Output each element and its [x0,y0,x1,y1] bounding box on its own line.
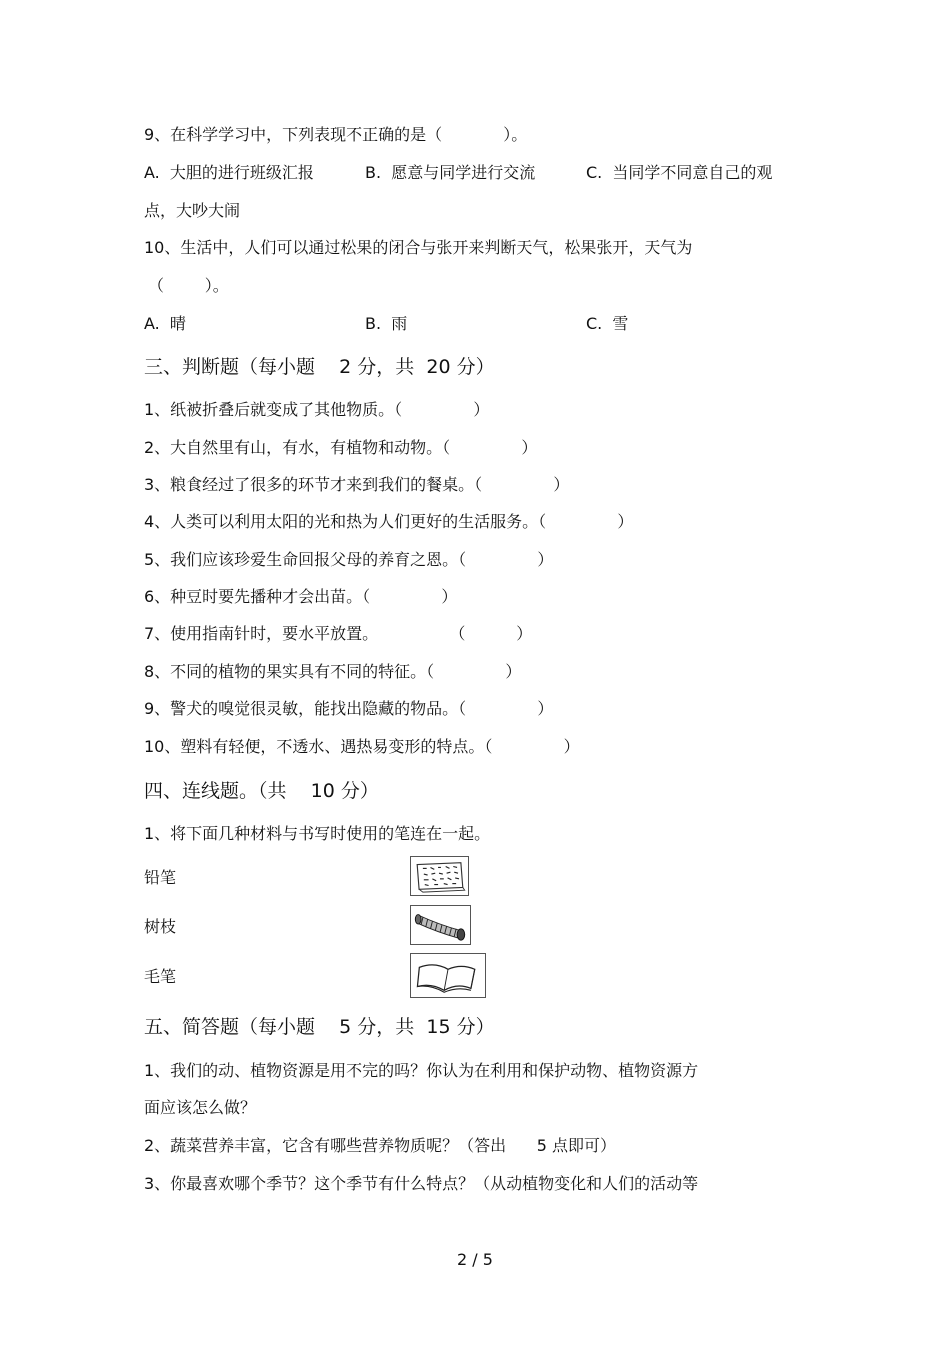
q9-option-a: A. 大胆的进行班级汇报 [144,163,314,182]
judge-item-5: 5、我们应该珍爱生命回报父母的养育之恩。（ ） [144,550,554,569]
page-number: 2 / 5 [457,1250,493,1269]
judge-item-2: 2、大自然里有山，有水，有植物和动物。（ ） [144,438,538,457]
judge-item-6: 6、种豆时要先播种才会出苗。（ ） [144,587,458,606]
short-answer-q3: 3、你最喜欢哪个季节？这个季节有什么特点？（从动植物变化和人们的活动等 [144,1174,699,1193]
label-pencil: 铅笔 [144,868,177,887]
judge-item-1: 1、纸被折叠后就变成了其他物质。（ ） [144,400,490,419]
q9-stem: 9、在科学学习中，下列表现不正确的是（ ）。 [144,125,528,144]
judge-item-3: 3、粮食经过了很多的环节才来到我们的餐桌。（ ） [144,475,570,494]
q10-stem: 10、生活中，人们可以通过松果的闭合与张开来判断天气，松果张开，天气为 [144,238,693,257]
judge-item-4: 4、人类可以利用太阳的光和热为人们更好的生活服务。（ ） [144,512,634,531]
clay-tablet-icon [411,857,468,895]
short-answer-q2: 2、蔬菜营养丰富，它含有哪些营养物质呢？（答出 5 点即可） [144,1136,616,1155]
q10-option-c: C. 雪 [586,314,629,333]
q10-blank: （ ）。 [148,276,229,295]
label-twig: 树枝 [144,917,177,936]
judge-item-8: 8、不同的植物的果实具有不同的特征。（ ） [144,662,522,681]
q10-option-b: B. 雨 [365,314,408,333]
judge-item-10: 10、塑料有轻便，不透水、遇热易变形的特点。（ ） [144,737,580,756]
short-answer-q1-line1: 1、我们的动、植物资源是用不完的吗？你认为在利用和保护动物、植物资源方 [144,1061,699,1080]
section4-heading: 四、连线题。（共 10 分） [144,780,379,802]
judge-item-9: 9、警犬的嗅觉很灵敏，能找出隐藏的物品。（ ） [144,699,554,718]
section5-heading: 五、简答题（每小题 5 分，共 15 分） [144,1016,495,1038]
q9-option-c: C. 当同学不同意自己的观 [586,163,773,182]
bamboo-scroll-icon [411,906,470,944]
label-brush: 毛笔 [144,967,177,986]
section3-heading: 三、判断题（每小题 2 分，共 20 分） [144,356,495,378]
bamboo-scroll-image [410,905,471,945]
open-book-icon [411,954,485,997]
matching-question: 1、将下面几种材料与书写时使用的笔连在一起。 [144,824,491,843]
short-answer-q1-line2: 面应该怎么做？ [144,1098,257,1117]
judge-item-7: 7、使用指南针时，要水平放置。 （ ） [144,624,533,643]
clay-tablet-image [410,856,469,896]
q9-option-c-cont: 点，大吵大闹 [144,201,241,220]
q9-option-b: B. 愿意与同学进行交流 [365,163,536,182]
q10-option-a: A. 晴 [144,314,186,333]
open-book-image [410,953,486,998]
